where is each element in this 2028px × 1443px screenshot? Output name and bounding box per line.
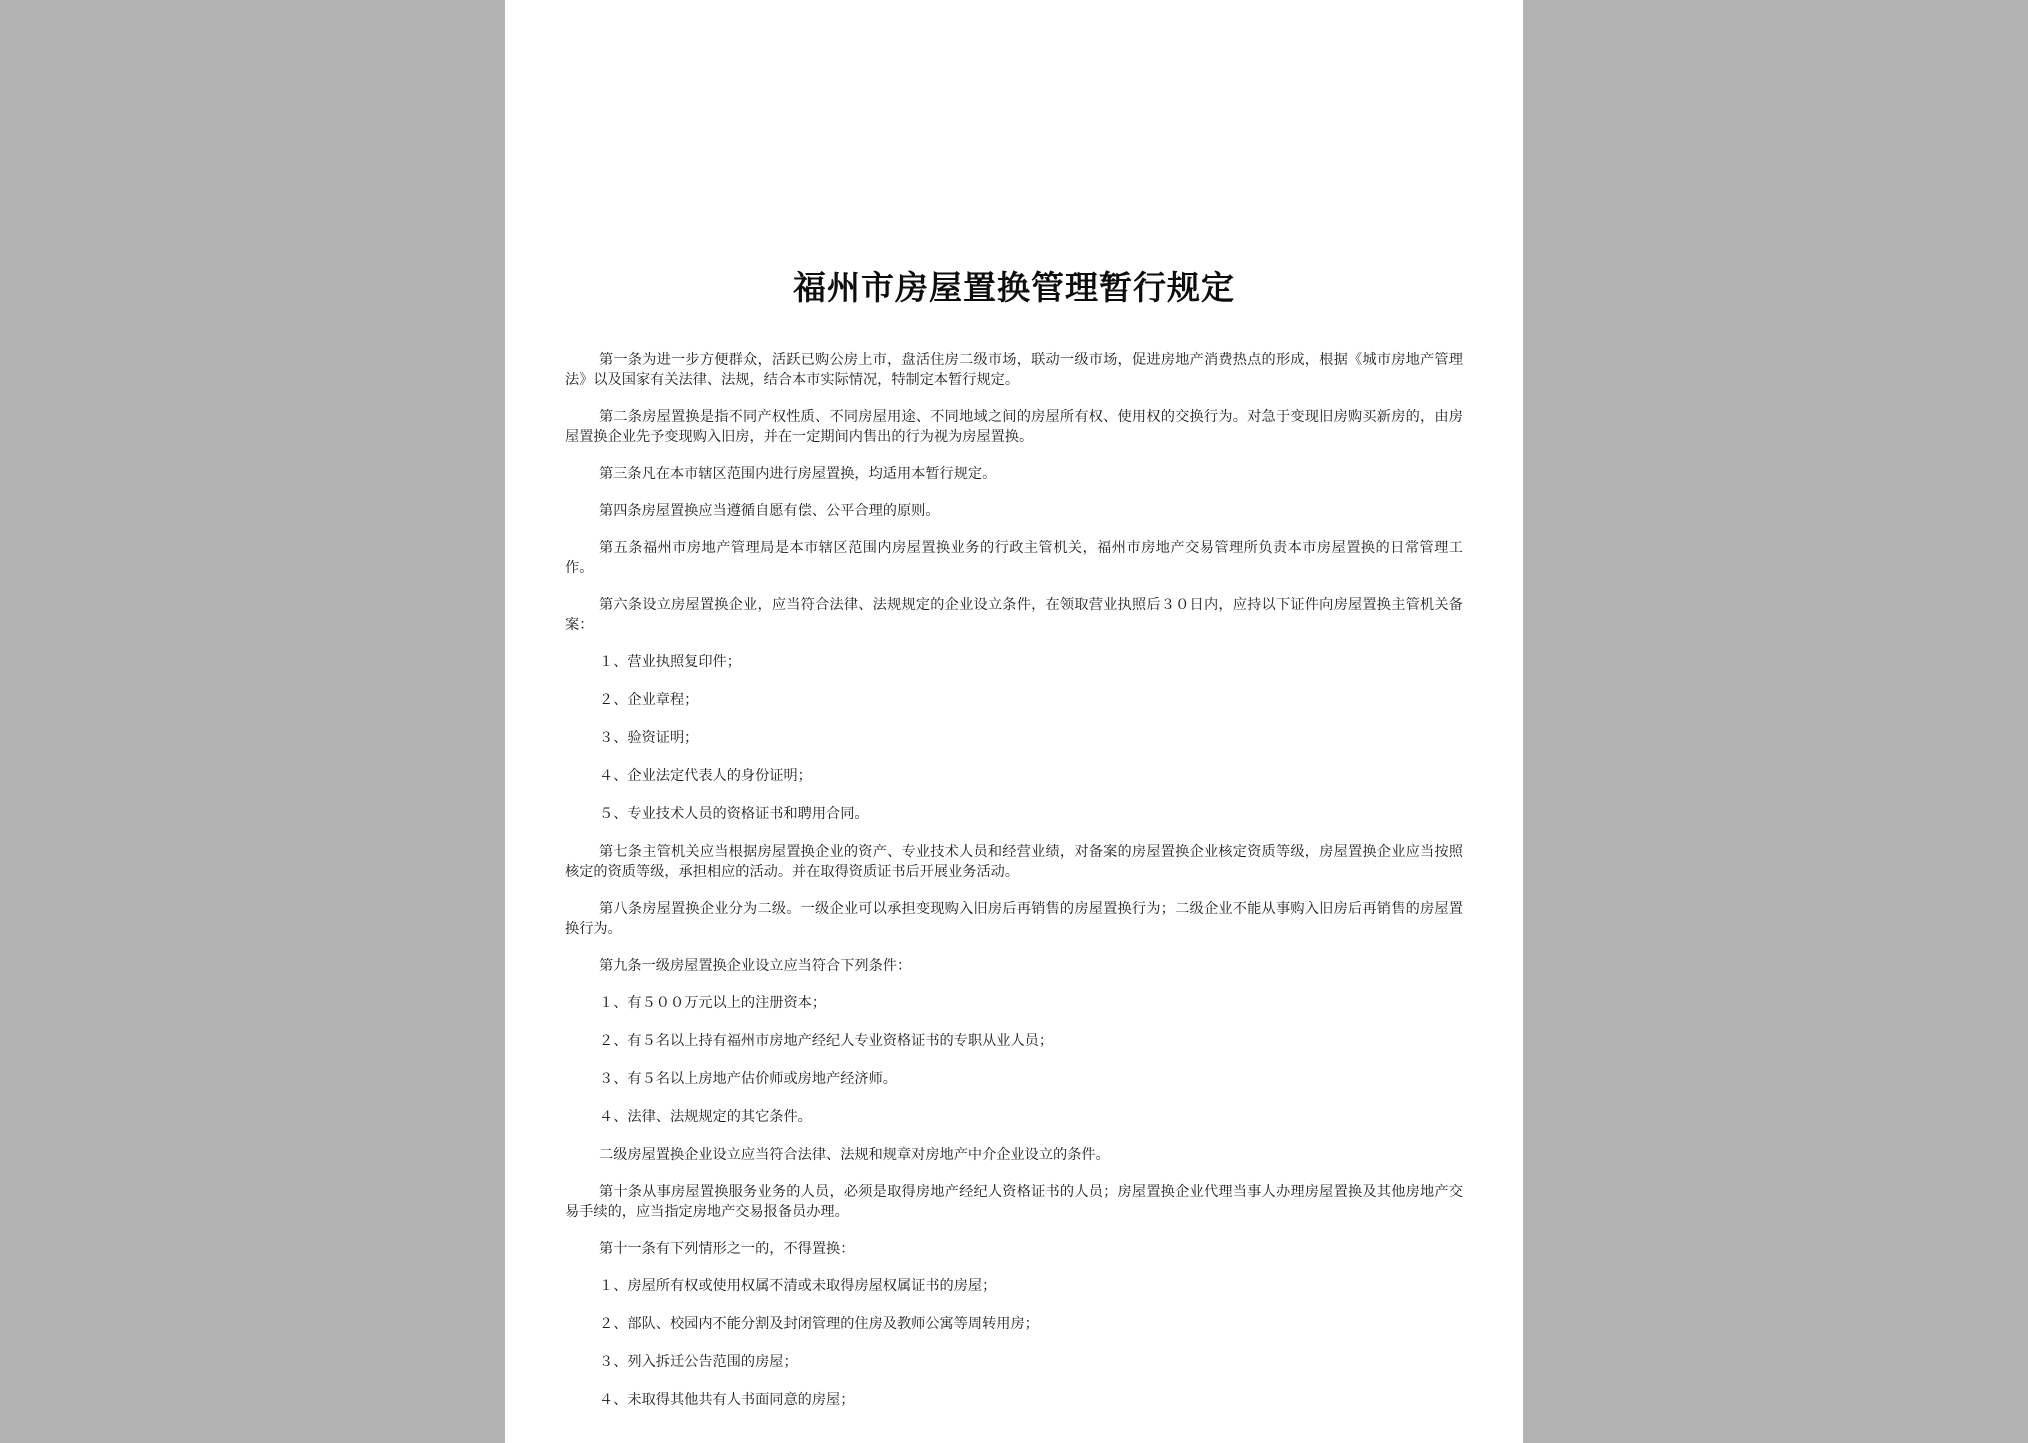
article-paragraph: ３、列入拆迁公告范围的房屋；	[599, 1354, 798, 1370]
article-paragraph: ３、有５名以上房地产估价师或房地产经济师。	[599, 1071, 897, 1087]
article-paragraph: 第十条从事房屋置换服务业务的人员，必须是取得房地产经纪人资格证书的人员；房屋置换企业代理当事人办理房屋置换及其他房地产交易手续的，应当指定房地产交易报备员办理。	[565, 1184, 1463, 1220]
article-paragraph: 第一条为进一步方便群众，活跃已购公房上市，盘活住房二级市场，联动一级市场，促进房地产消费热点的形成，根据《城市房地产管理法》以及国家有关法律、法规，结合本市实际情况，特制定本暂行规定。	[565, 352, 1463, 388]
document-page	[505, 0, 1523, 1443]
article-paragraph: 第五条福州市房地产管理局是本市辖区范围内房屋置换业务的行政主管机关，福州市房地产交易管理所负责本市房屋置换的日常管理工作。	[565, 540, 1463, 576]
article-paragraph: 二级房屋置换企业设立应当符合法律、法规和规章对房地产中介企业设立的条件。	[599, 1147, 1110, 1163]
article-paragraph: ３、验资证明；	[599, 730, 699, 746]
article-paragraph: ５、专业技术人员的资格证书和聘用合同。	[599, 806, 869, 822]
article-paragraph: 第三条凡在本市辖区范围内进行房屋置换，均适用本暂行规定。	[599, 466, 997, 482]
article-paragraph: ２、部队、校园内不能分割及封闭管理的住房及教师公寓等周转用房；	[599, 1316, 1039, 1332]
article-paragraph: 第十一条有下列情形之一的，不得置换：	[599, 1241, 855, 1257]
article-paragraph: １、有５００万元以上的注册资本；	[599, 995, 827, 1011]
document-body	[565, 350, 1463, 1410]
document-title: 福州市房屋置换管理暂行规定	[793, 268, 1235, 307]
article-paragraph: ４、未取得其他共有人书面同意的房屋；	[599, 1392, 855, 1408]
article-paragraph: １、房屋所有权或使用权属不清或未取得房屋权属证书的房屋；	[599, 1278, 997, 1294]
article-paragraph: 第九条一级房屋置换企业设立应当符合下列条件：	[599, 958, 912, 974]
article-paragraph: ２、企业章程；	[599, 692, 699, 708]
article-paragraph: 第六条设立房屋置换企业，应当符合法律、法规规定的企业设立条件，在领取营业执照后３０日内，应持以下证件向房屋置换主管机关备案：	[565, 597, 1463, 633]
article-paragraph: ４、企业法定代表人的身份证明；	[599, 768, 812, 784]
article-paragraph: 第七条主管机关应当根据房屋置换企业的资产、专业技术人员和经营业绩，对备案的房屋置换企业核定资质等级，房屋置换企业应当按照核定的资质等级，承担相应的活动。并在取得资质证书后开展业务活动。	[565, 844, 1463, 880]
article-paragraph: 第八条房屋置换企业分为二级。一级企业可以承担变现购入旧房后再销售的房屋置换行为；二级企业不能从事购入旧房后再销售的房屋置换行为。	[565, 901, 1463, 937]
article-paragraph: 第四条房屋置换应当遵循自愿有偿、公平合理的原则。	[599, 503, 940, 519]
article-paragraph: ４、法律、法规规定的其它条件。	[599, 1109, 812, 1125]
article-paragraph: 第二条房屋置换是指不同产权性质、不同房屋用途、不同地域之间的房屋所有权、使用权的交换行为。对急于变现旧房购买新房的，由房屋置换企业先予变现购入旧房，并在一定期间内售出的行为视为房屋置换。	[565, 409, 1463, 445]
article-paragraph: １、营业执照复印件；	[599, 654, 741, 670]
article-paragraph: ２、有５名以上持有福州市房地产经纪人专业资格证书的专职从业人员；	[599, 1033, 1054, 1049]
